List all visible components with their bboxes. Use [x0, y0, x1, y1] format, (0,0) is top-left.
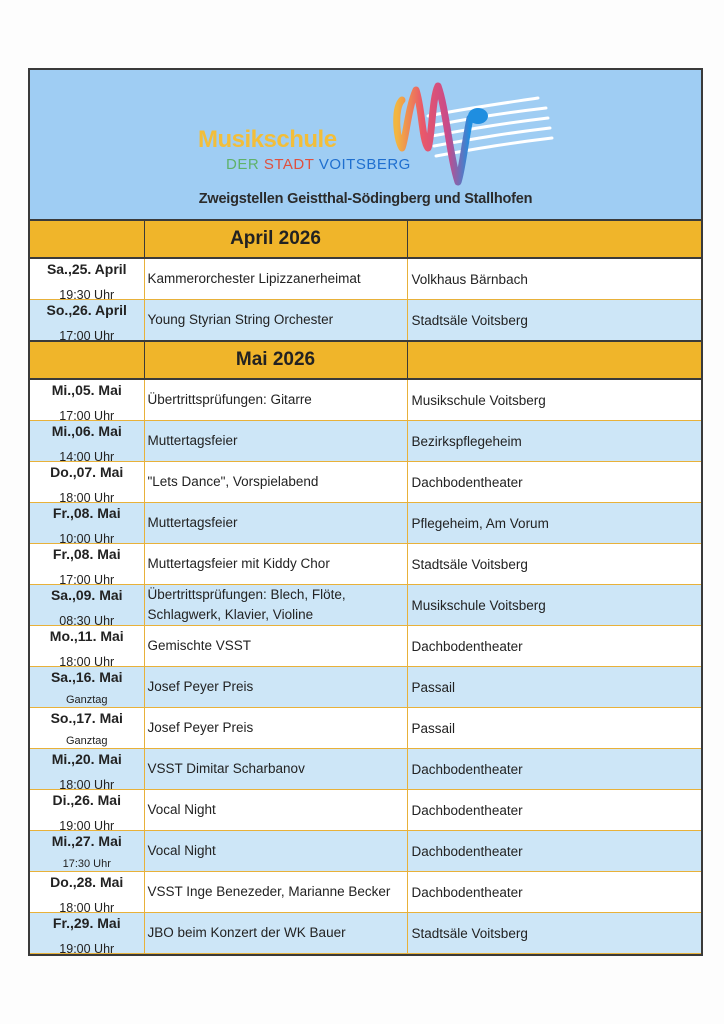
logo-der: DER [226, 156, 260, 173]
event-row [30, 379, 701, 421]
event-name-cell [144, 544, 407, 585]
event-name: Josef Peyer Preis [147, 679, 254, 694]
event-row [30, 544, 701, 585]
event-date-cell [30, 379, 144, 421]
event-row [30, 667, 701, 708]
music-note-logo-icon [388, 78, 558, 188]
event-name-cell [144, 626, 407, 667]
event-date-cell [30, 462, 144, 503]
event-time: 08:30 Uhr [59, 613, 115, 626]
event-date: Sa.,09. Mai [50, 587, 123, 603]
logo-stadt: STADT [263, 156, 315, 173]
event-name-cell [144, 790, 407, 831]
event-date-cell [30, 300, 144, 342]
month-header-empty-cell [407, 341, 701, 379]
event-name-cell [144, 421, 407, 462]
event-date-cell [30, 913, 144, 954]
event-location-cell [407, 300, 701, 342]
event-time: 18:00 Uhr [59, 900, 115, 913]
event-name-cell [144, 379, 407, 421]
event-row [30, 831, 701, 872]
event-location: Dachbodentheater [411, 474, 523, 490]
event-date-cell [30, 790, 144, 831]
event-name-cell [144, 462, 407, 503]
event-name-cell [144, 913, 407, 954]
event-name: Muttertagsfeier [147, 515, 238, 530]
event-time: 10:00 Uhr [59, 531, 115, 544]
event-date-cell [30, 831, 144, 872]
document-header [30, 70, 701, 221]
event-location-cell [407, 379, 701, 421]
event-name: VSST Inge Benezeder, Marianne Becker [147, 884, 391, 899]
event-location: Bezirkspflegeheim [411, 433, 522, 449]
event-name: Young Styrian String Orchester [147, 312, 334, 327]
event-time: 18:00 Uhr [59, 490, 115, 503]
event-name-cell [144, 831, 407, 872]
logo-voitsberg: VOITSBERG [318, 156, 411, 173]
event-name: Kammerorchester Lipizzanerheimat [147, 271, 361, 286]
event-date: Fr.,08. Mai [52, 546, 121, 562]
event-location: Dachbodentheater [411, 843, 523, 859]
event-date: Sa.,16. Mai [50, 669, 123, 685]
event-time: 17:00 Uhr [59, 408, 115, 421]
event-row [30, 300, 701, 342]
event-row [30, 585, 701, 626]
school-logo [198, 78, 558, 188]
event-location-cell [407, 913, 701, 954]
event-location-cell [407, 544, 701, 585]
event-name-cell [144, 872, 407, 913]
month-header-empty-cell [407, 221, 701, 258]
event-location-cell [407, 258, 701, 300]
event-location: Pflegeheim, Am Vorum [411, 515, 549, 531]
event-date: Di.,26. Mai [52, 792, 121, 808]
event-row [30, 913, 701, 954]
schedule-document [28, 68, 703, 956]
event-date-cell [30, 544, 144, 585]
event-location-cell [407, 667, 701, 708]
event-location: Passail [411, 679, 456, 695]
event-location: Dachbodentheater [411, 761, 523, 777]
event-name-cell [144, 585, 407, 626]
month-title: April 2026 [144, 221, 407, 258]
event-time: 19:00 Uhr [59, 818, 115, 831]
event-name-cell [144, 749, 407, 790]
event-time: 19:00 Uhr [59, 941, 115, 954]
event-name-cell [144, 300, 407, 342]
event-date: Do.,07. Mai [50, 464, 124, 480]
event-date: Sa.,25. April [46, 261, 127, 277]
event-name: Vocal Night [147, 843, 216, 858]
event-location-cell [407, 421, 701, 462]
event-time: 17:00 Uhr [59, 572, 115, 585]
event-location: Dachbodentheater [411, 638, 523, 654]
event-name: "Lets Dance", Vorspielabend [147, 474, 319, 489]
month-header-row [30, 221, 701, 258]
event-time: 14:00 Uhr [59, 449, 115, 462]
event-row [30, 258, 701, 300]
event-row [30, 790, 701, 831]
event-date-cell [30, 708, 144, 749]
event-location: Musikschule Voitsberg [411, 597, 546, 613]
event-location: Volkhaus Bärnbach [411, 271, 528, 287]
event-row [30, 749, 701, 790]
event-time: 18:00 Uhr [59, 654, 115, 667]
month-header-empty-cell [30, 341, 144, 379]
event-name: VSST Dimitar Scharbanov [147, 761, 305, 776]
event-date-cell [30, 749, 144, 790]
event-date: So.,17. Mai [50, 710, 123, 726]
event-date: Do.,28. Mai [50, 874, 124, 890]
event-name-cell [144, 503, 407, 544]
event-name: JBO beim Konzert der WK Bauer [147, 925, 346, 940]
event-row [30, 421, 701, 462]
event-name: Vocal Night [147, 802, 216, 817]
event-row [30, 872, 701, 913]
event-schedule-table [30, 221, 701, 954]
event-date-cell [30, 258, 144, 300]
event-location: Stadtsäle Voitsberg [411, 312, 528, 328]
event-date: Fr.,29. Mai [52, 915, 121, 931]
month-header-empty-cell [30, 221, 144, 258]
event-date: Mo.,11. Mai [49, 628, 124, 644]
event-date-cell [30, 503, 144, 544]
event-name-cell [144, 667, 407, 708]
event-location-cell [407, 462, 701, 503]
event-name: Muttertagsfeier [147, 433, 238, 448]
event-date: Mi.,06. Mai [51, 423, 122, 439]
event-name-cell [144, 708, 407, 749]
event-location-cell [407, 749, 701, 790]
event-row [30, 503, 701, 544]
event-date-cell [30, 585, 144, 626]
event-location-cell [407, 585, 701, 626]
month-title: Mai 2026 [144, 341, 407, 379]
logo-subtitle [226, 156, 411, 173]
event-date: Mi.,05. Mai [51, 382, 122, 398]
event-location-cell [407, 626, 701, 667]
event-date: Mi.,27. Mai [51, 833, 122, 849]
event-date: So.,26. April [46, 302, 127, 318]
event-date-cell [30, 626, 144, 667]
event-name: Übertrittsprüfungen: Blech, Flöte, Schlagwerk, Klavier, Violine [147, 587, 346, 622]
event-row [30, 462, 701, 503]
event-time: 17:00 Uhr [59, 328, 115, 341]
event-date: Mi.,20. Mai [51, 751, 122, 767]
event-name-cell [144, 258, 407, 300]
event-date-cell [30, 872, 144, 913]
event-time: Ganztag [65, 694, 108, 706]
event-date: Fr.,08. Mai [52, 505, 121, 521]
event-location: Passail [411, 720, 456, 736]
event-name: Übertrittsprüfungen: Gitarre [147, 392, 312, 407]
event-time: 19:30 Uhr [59, 287, 115, 300]
event-location-cell [407, 831, 701, 872]
event-location: Stadtsäle Voitsberg [411, 556, 528, 572]
event-time: Ganztag [65, 735, 108, 747]
event-location: Stadtsäle Voitsberg [411, 925, 528, 941]
logo-title: Musikschule [198, 126, 337, 153]
event-location-cell [407, 503, 701, 544]
event-date-cell [30, 667, 144, 708]
event-location-cell [407, 790, 701, 831]
event-location: Dachbodentheater [411, 802, 523, 818]
event-location-cell [407, 708, 701, 749]
event-location: Dachbodentheater [411, 884, 523, 900]
event-date-cell [30, 421, 144, 462]
event-name: Muttertagsfeier mit Kiddy Chor [147, 556, 330, 571]
event-name: Gemischte VSST [147, 638, 252, 653]
event-location-cell [407, 872, 701, 913]
event-row [30, 708, 701, 749]
document-subtitle: Zweigstellen Geistthal-Södingberg und Stallhofen [198, 191, 533, 207]
event-row [30, 626, 701, 667]
event-time: 17:30 Uhr [62, 858, 111, 870]
event-name: Josef Peyer Preis [147, 720, 254, 735]
month-header-row [30, 341, 701, 379]
event-location: Musikschule Voitsberg [411, 392, 546, 408]
event-time: 18:00 Uhr [59, 777, 115, 790]
